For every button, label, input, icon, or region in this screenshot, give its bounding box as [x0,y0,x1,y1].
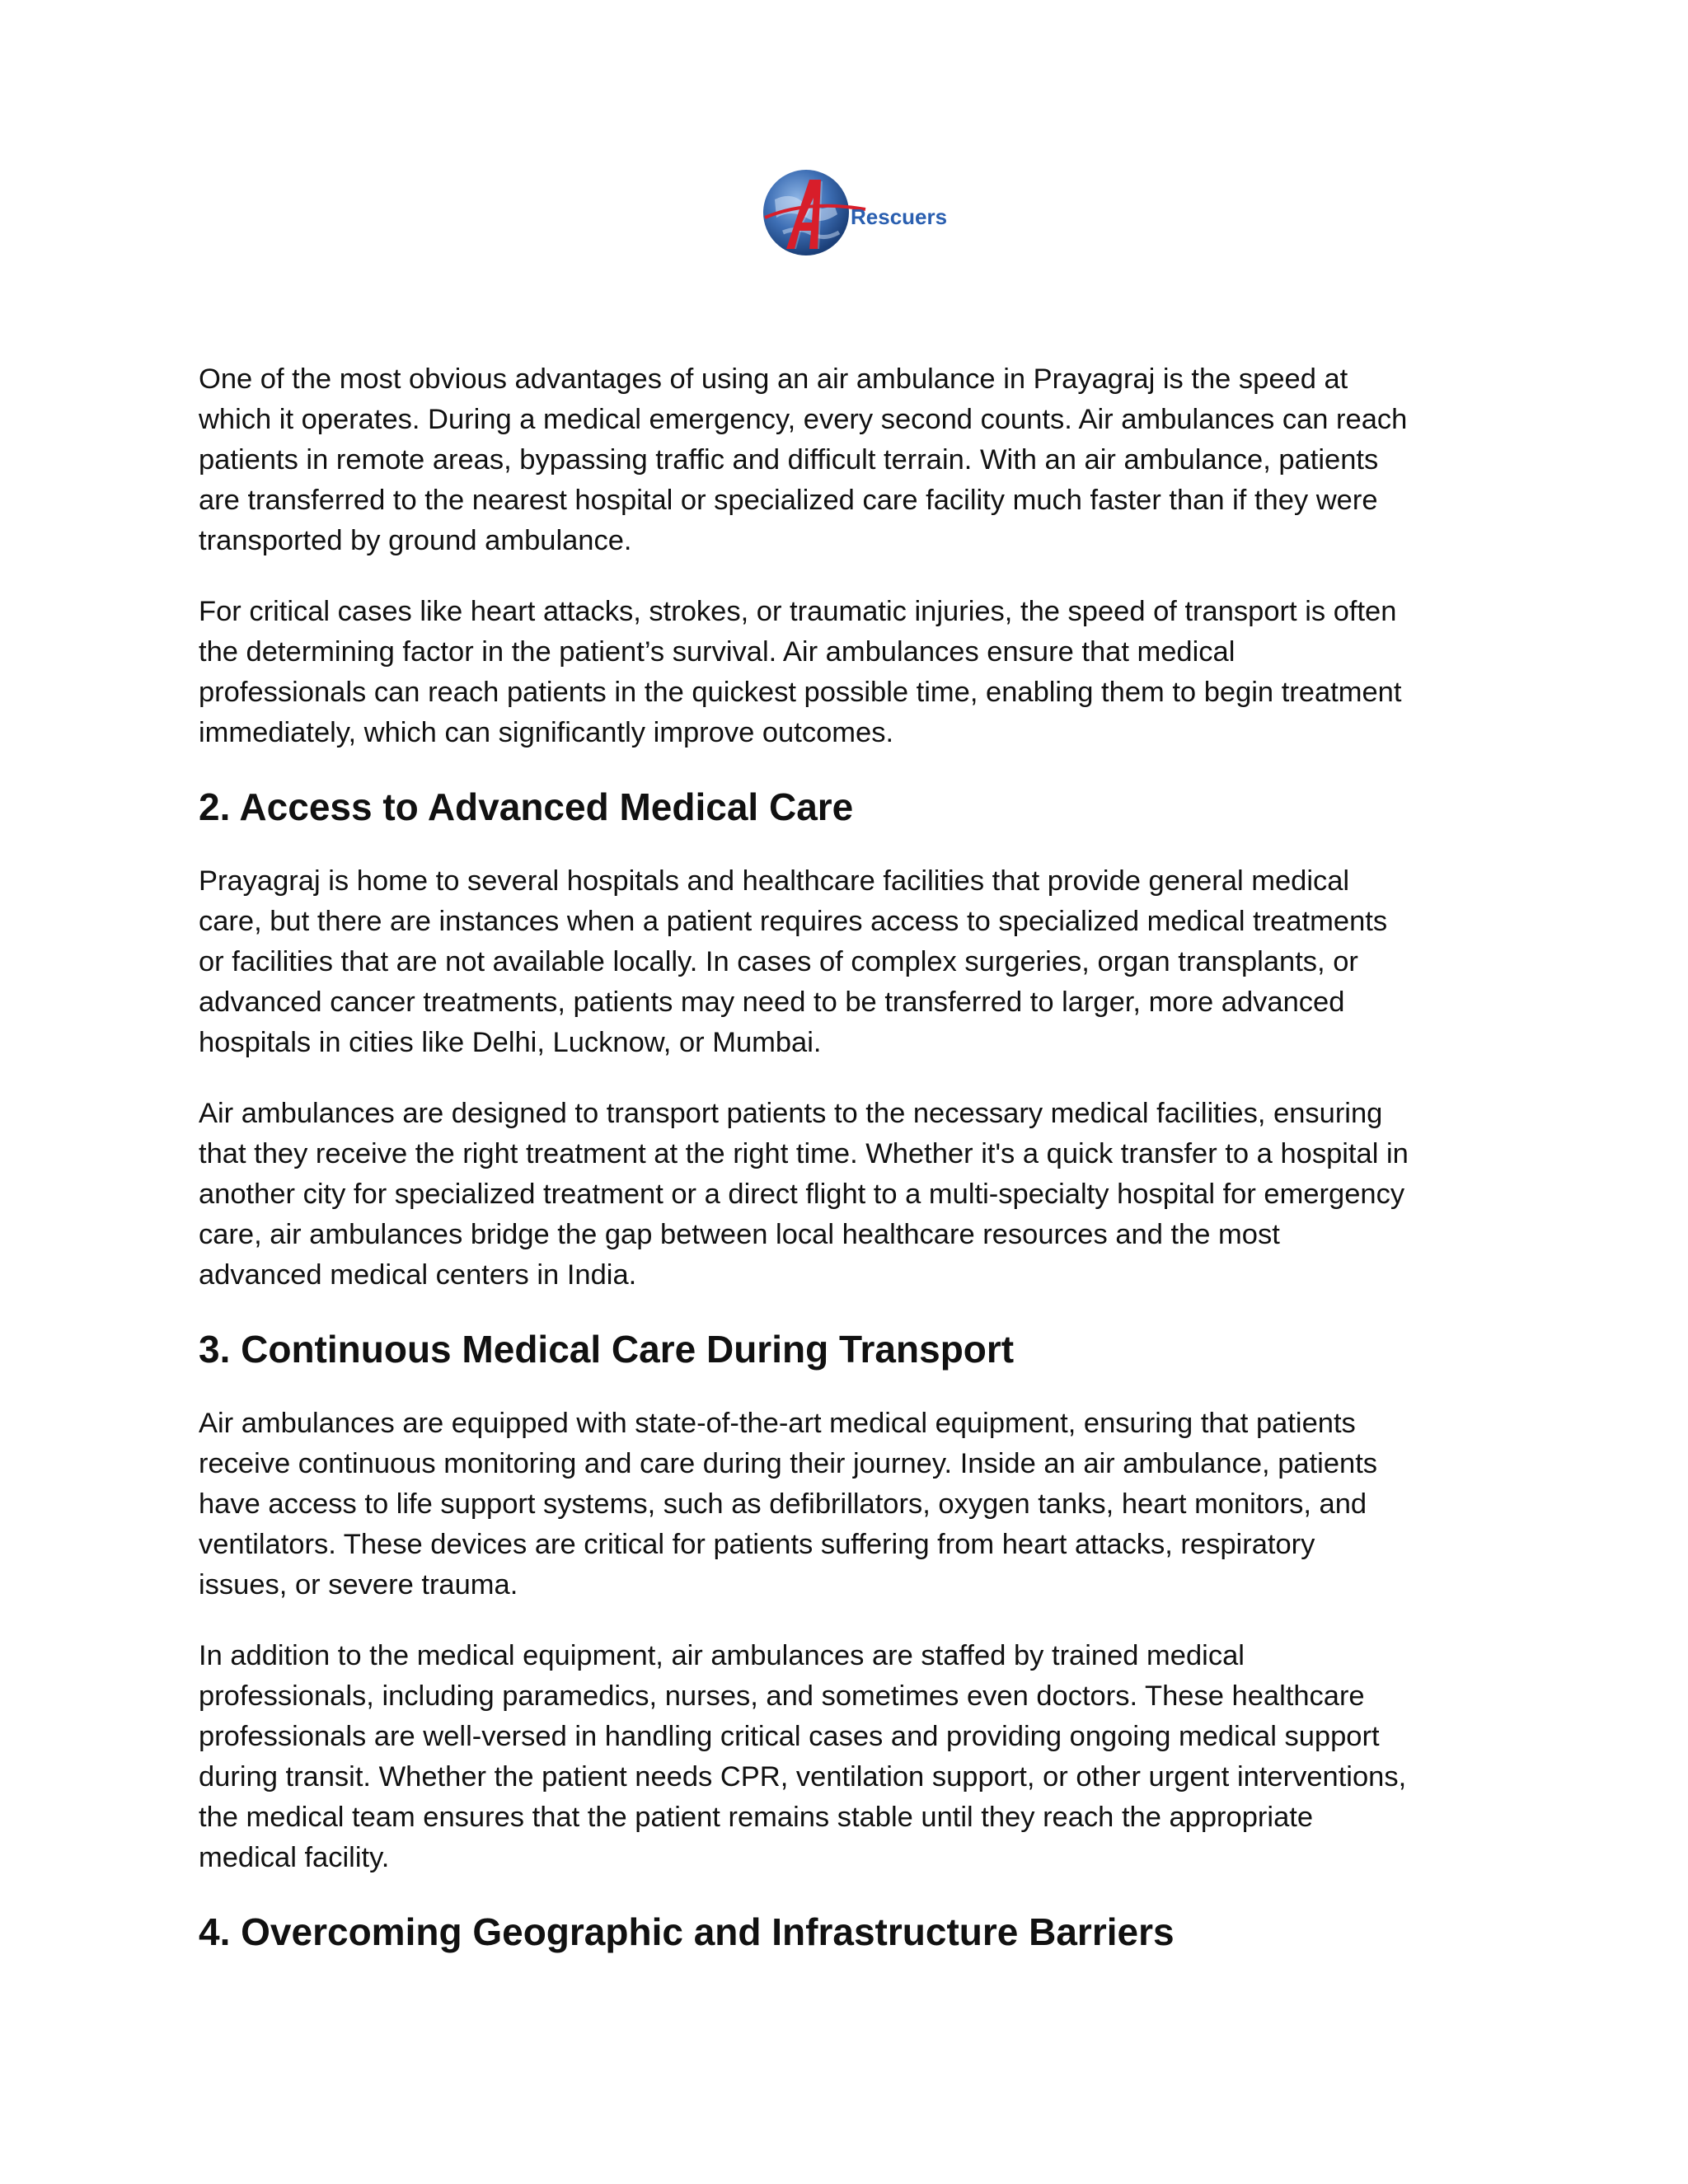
text-line: or facilities that are not available locally. In cases of complex surgeries, organ transplants, or [199,946,1358,977]
paragraph [199,1636,1501,1878]
text-line: professionals can reach patients in the quickest possible time, enabling them to begin treatment [199,677,1402,708]
document-body [199,359,1501,1986]
section-heading: 2. Access to Advanced Medical Care [199,785,854,828]
text-line: which it operates. During a medical emergency, every second counts. Air ambulances can reach [199,404,1408,435]
text-line: the medical team ensures that the patient remains stable until they reach the appropriate [199,1802,1314,1833]
text-line: issues, or severe trauma. [199,1569,518,1601]
text-line: another city for specialized treatment or a direct flight to a multi-specialty hospital for emergency [199,1179,1405,1210]
text-line: ventilators. These devices are critical for patients suffering from heart attacks, respiratory [199,1529,1315,1560]
text-line: the determining factor in the patient’s survival. Air ambulances ensure that medical [199,636,1236,668]
section-heading: 3. Continuous Medical Care During Transport [199,1328,1015,1371]
paragraph [199,592,1501,753]
text-line: professionals are well-versed in handling critical cases and providing ongoing medical support [199,1721,1380,1752]
text-line: professionals, including paramedics, nurses, and sometimes even doctors. These healthcare [199,1680,1365,1712]
text-line: Air ambulances are designed to transport patients to the necessary medical facilities, ensuring [199,1098,1383,1129]
globe-emblem-icon [758,166,948,265]
text-line: In addition to the medical equipment, air ambulances are staffed by trained medical [199,1640,1245,1671]
text-line: that they receive the right treatment at the right time. Whether it's a quick transfer to a hospital in [199,1138,1409,1169]
paragraph [199,359,1501,561]
text-line: One of the most obvious advantages of using an air ambulance in Prayagraj is the speed at [199,363,1348,395]
text-line: medical facility. [199,1842,390,1873]
text-line: transported by ground ambulance. [199,525,632,556]
text-line: advanced medical centers in India. [199,1259,637,1291]
text-line: For critical cases like heart attacks, strokes, or traumatic injuries, the speed of transport is often [199,596,1397,627]
text-line: during transit. Whether the patient needs CPR, ventilation support, or other urgent interventions, [199,1761,1407,1793]
text-line: immediately, which can significantly improve outcomes. [199,717,894,748]
text-line: care, but there are instances when a patient requires access to specialized medical treatments [199,906,1388,937]
text-line: patients in remote areas, bypassing traffic and difficult terrain. With an air ambulance, patients [199,444,1379,476]
section-heading: 4. Overcoming Geographic and Infrastructure Barriers [199,1910,1175,1953]
text-line: receive continuous monitoring and care during their journey. Inside an air ambulance, patients [199,1448,1378,1479]
text-line: Prayagraj is home to several hospitals and healthcare facilities that provide general medical [199,865,1350,897]
text-line: have access to life support systems, such as defibrillators, oxygen tanks, heart monitors, and [199,1488,1367,1520]
paragraph [199,861,1501,1063]
text-line: care, air ambulances bridge the gap between local healthcare resources and the most [199,1219,1280,1250]
paragraph [199,1404,1501,1605]
logo-wordmark: Rescuers [851,204,948,229]
company-logo [758,166,948,265]
text-line: hospitals in cities like Delhi, Lucknow, or Mumbai. [199,1027,822,1058]
text-line: advanced cancer treatments, patients may need to be transferred to larger, more advanced [199,987,1345,1018]
text-line: are transferred to the nearest hospital or specialized care facility much faster than if they were [199,485,1378,516]
text-line: Air ambulances are equipped with state-of-the-art medical equipment, ensuring that patients [199,1408,1356,1439]
paragraph [199,1094,1501,1296]
